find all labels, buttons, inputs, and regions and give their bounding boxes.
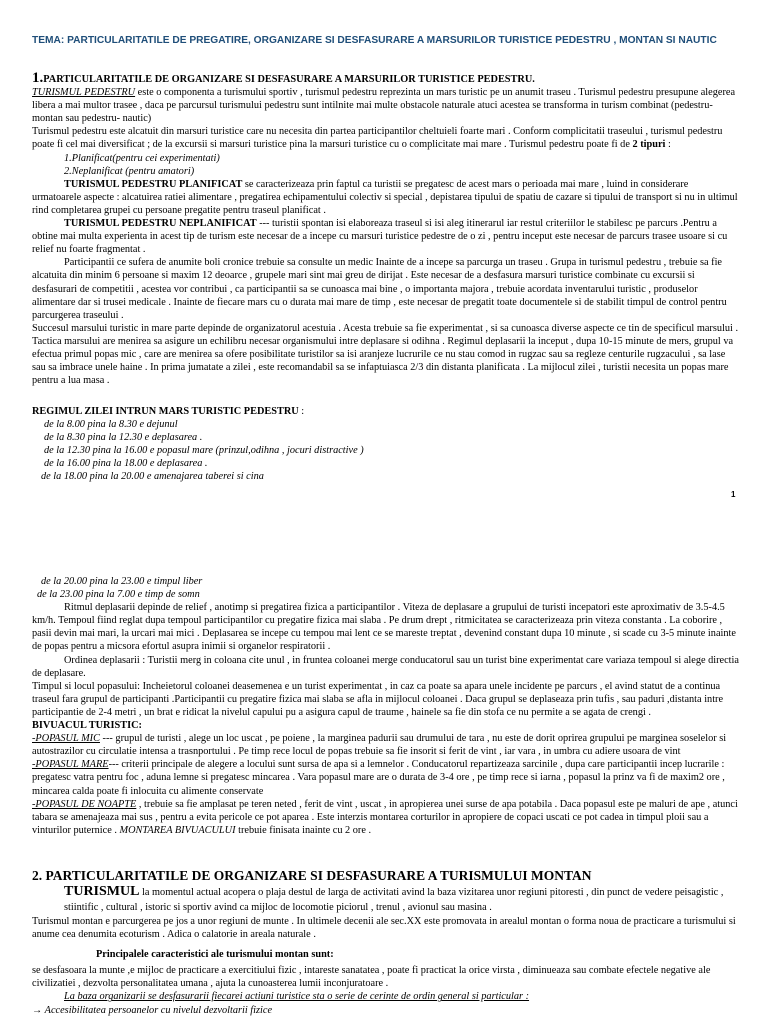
schedule-item: de la 12.30 pina la 16.00 e popasul mare (prinzul,odihna , jocuri distractive ) (44, 445, 364, 457)
term-popasul-de-noapte: -POPASUL DE NOAPTE (32, 798, 137, 810)
paragraph-text: --- turistii spontan isi elaboreaza traseul si isi aleg itinerarul iar restul criteriilor le stabilesc pe parcurs .Pentru a obtine mai multa experienta in acest tip de turism este necesar de a incepe cu marsuri turistice pedestre de o zi , pentru inceput este necesar de parcurs trasee usoare si cu relief nu foarte fragmentat . (32, 218, 728, 256)
list-item: 2.Neplanificat (pentru amatori) (64, 165, 195, 177)
term-popasul-mare: -POPASUL MARE (32, 759, 109, 771)
regime-title: REGIMUL ZILEI INTRUN MARS TURISTIC PEDESTRU (32, 406, 299, 417)
paragraph-text: , trebuie sa fie amplasat pe teren neted , ferit de vint , uscat , in apropierea unei surse de apa potabila . Daca popasul este pe maluri de ape , atunci tabara se amenajeaza mai sus , pentru a evita pericole ce pot aparea . Este interzis montarea corturilor in apropiere de copaci uscati ce pot cadea in timpul ploii sau a vinturilor puternice . (32, 798, 738, 836)
schedule-item: de la 20.00 pina la 23.00 e timpul liber (41, 576, 203, 587)
paragraph (32, 86, 740, 125)
paragraph: La baza organizarii se desfasurarii fiecarei actiuni turistice sta o serie de cerinte de ordin general si particular : (64, 991, 530, 1003)
types-count: 2 tipuri (632, 139, 666, 151)
paragraph: Succesul marsului turistic in mare parte depinde de organizatorul acestuia . Acesta trebuie sa fie experimentat , si sa cunoasca diverse aspecte ce tin de specificul marsului . Tactica marsului are menirea sa asigure un echilibru necesar organismului intre deplasare si odihna . Regimul deplasarii la inceput , dupa 10-15 minute de mers, grupul va efectua primul popas mic , care are menirea sa ofere posibilitate turistilor sa isi aranjeze lucrurile ce nu stau comod in rugzac sau sa regleze centurile rugzacului , sa lase sau sa imbrace unele haine . In prima jumatate a zilei , este recomandabil sa se infaptuiasca 2/3 din distanta planificata . La mijlocul zilei , turistii necesita un popas mare pentru a lua masa . (32, 322, 739, 387)
term-planificat: TURISMUL PEDESTRU PLANIFICAT (64, 178, 243, 190)
schedule-item: de la 16.00 pina la 18.00 e deplasarea . (44, 458, 208, 470)
schedule-item: de la 23.00 pina la 7.00 e timp de somn (37, 589, 200, 601)
paragraph (32, 798, 740, 837)
section-1-heading (32, 72, 740, 86)
section-2-heading-text: PARTICULARITATILE DE ORGANIZARE SI DESFASURARE A TURISMULUI MONTAN (42, 868, 592, 883)
paragraph-text: : (665, 139, 671, 151)
term-neplanificat: TURISMUL PEDESTRU NEPLANIFICAT (64, 218, 257, 230)
regime-colon: : (298, 406, 305, 417)
paragraph (32, 884, 740, 915)
paragraph-text: trebuie finisata inainte cu 2 ore . (235, 824, 372, 836)
bivuac-heading: BIVUACUL TURISTIC: (32, 720, 142, 732)
arrow-right-icon: → (32, 1004, 43, 1016)
term-turismul: TURISMUL (64, 884, 140, 899)
term-popasul-mic: -POPASUL MIC (32, 733, 100, 745)
paragraph (32, 217, 740, 256)
schedule-item: de la 8.30 pina la 12.30 e deplasarea . (44, 432, 203, 444)
paragraph-text: la momentul actual acopera o plaja destul de larga de activitati avind la baza vizitarea unor regiuni pitoresti , din punct de vedere peisagistic , stiintific , cultural , istoric si sportiv avind ca mijloc de locomotie piciorul , trenul , avionul sau masina . (64, 887, 724, 913)
section-2-heading (32, 868, 740, 884)
term-montarea-bivuacului: MONTAREA BIVUACULUI (119, 824, 236, 836)
paragraph: Timpul si locul popasului: Incheietorul coloanei deasemenea e un turist experimentat , in caz ca poate sa apara unele incidente pe parcurs , el avind statut de a continua traseul fara grupul de participanti .Participantii cu pregatire fizica mai slaba se afla in mijlocul coloanei . Daca grupul se deplaseaza prin tufis , sau paduri ,distanta intre participantie de 2-4 metri , un brat e ridicat la nivelul capului pu a asigura capul de traume , hainele sa fie din stofa ce nu permite a se agata de crengi . (32, 680, 724, 718)
regime-section (32, 405, 740, 484)
page-number: 1 (731, 490, 736, 499)
paragraph-text: Turismul pedestru este alcatuit din marsuri turistice care nu necesita din partea participantilor cheltuieli foarte mari . Conform complicitatii traseului , turismul pedestru poate fi cel mai diversificat ; de la excursii si marsuri turistice pina la marsuri turistice cu o complicitate mai mare . Turismul pedestru poate fi de (32, 126, 723, 151)
paragraph-text: --- criterii principale de alegere a locului sunt sursa de apa si a lemnelor . Conducatorul repartizeaza sarcinile , dupa care participantii incep lucrarile : pregatesc vatra pentru foc , aduna lemne si pregatesc mincarea . Vara popasul mare are o durata de 3-4 ore , pe timp rece si iarna , popasul la prinz va fi de maxim2 ore , mincarea calda poate fi inlocuita cu alimente conservate (32, 759, 725, 797)
section-2-number: 2. (32, 868, 43, 883)
characteristics-heading: Principalele caracteristici ale turismului montan sunt: (96, 949, 334, 961)
section-2 (32, 868, 740, 1017)
paragraph: Participantii ce sufera de anumite boli cronice trebuie sa consulte un medic Inainte de a incepe sa parcurga un traseu . Grupa in turismul pedestru , trebuie sa fie alcatuita din minim 6 persoane si maxim 12 deoarce , grupele mari sint mai greu de dirijat . Este necesar de a desfasura marsuri turistice combinate cu excursii si desfasurari de competitii , acestea vor contribui , ca participantii sa se cunoasca mai bine , o importanta majora , trebuie acordata inventarului turistic , produselor alimentare dar si trusei medicale . Inainte de fiecare mars cu o durata mai mare de timp , este necesar de pregatit toate documentele si de stabilit timpul de control pentru parcurgerea traseului . (32, 257, 727, 321)
list-item-text: Accesibilitatea persoanelor cu nivelul dezvoltarii fizice (42, 1004, 273, 1016)
paragraph-text: --- grupul de turisti , alege un loc uscat , pe poiene , la marginea padurii sau drumului de tara , nu este de dorit oprirea grupului pe marginea soselelor si autostrazilor cu circulatie intensa a trasnportului . Pe timp rece locul de popas trebuie sa fie insorit si ferit de vint , iar vara , in umbra cu adiere usoara de vint (32, 733, 727, 758)
paragraph-text: este o componenta a turismului sportiv , turismul pedestru reprezinta un mars turistic pe un anumit traseu . Turismul pedestru presupune alegerea libera a mai multor trasee , daca pe parcursul turismului pedestru sunt intilnite mai multe obstacole naturale atuci acestea se transforma in turism combinat (pedestru- montan sau pedestru- nautic) (32, 87, 736, 125)
page-2-content (32, 575, 740, 837)
paragraph (32, 125, 740, 151)
list-item: 1.Planificat(pentru cei experimentati) (64, 152, 220, 164)
document-title: TEMA: PARTICULARITATILE DE PREGATIRE, ORGANIZARE SI DESFASURARE A MARSURILOR TURISTICE PEDESTRU , MONTAN SI NAUTIC (32, 35, 717, 46)
schedule-item: de la 8.00 pina la 8.30 e dejunul (44, 419, 178, 431)
term-turismul-pedestru: TURISMUL PEDESTRU (32, 87, 136, 99)
paragraph (32, 758, 740, 797)
section-1-number: 1. (32, 70, 44, 86)
paragraph (32, 732, 740, 758)
section-1 (32, 72, 740, 387)
paragraph (32, 178, 740, 217)
paragraph: se desfasoara la munte ,e mijloc de practicare a exercitiului fizic , intareste sanatatea , poate fi practicat la orice virsta , diminueaza sau combate efectele negative ale civilizatiei , dezvolta personalitatea umana , ajuta la cunoasterea lumii inconjuratoare . (32, 965, 711, 990)
schedule-item: de la 18.00 pina la 20.00 e amenajarea taberei si cina (41, 471, 264, 483)
list-item (32, 1004, 740, 1017)
section-1-heading-text: PARTICULARITATILE DE ORGANIZARE SI DESFASURARE A MARSURILOR TURISTICE PEDESTRU. (43, 74, 535, 85)
paragraph-text: se caracterizeaza prin faptul ca turistii se pregatesc de acest mars o perioada mai mare , luind in considerare urmatoarele aspecte : alcatuirea ratiei alimentare , pregatirea echipamentului colectiv si special , depistarea tipului de spatiu de cazare si tipului de transport si nu in ultimul rind completarea grupei cu persoane pregatite pentru traseul planificat . (32, 178, 738, 216)
paragraph: Ritmul deplasarii depinde de relief , anotimp si pregatirea fizica a participantilor . Viteza de deplasare a grupului de turisti incepatori este aproximativ de 3.5-4.5 km/h. Tempoul fiind reglat dupa tempoul participantilor cu pregatire fizica mai slaba . Pe drum drept , ritmicitatea se caracterizeaza prin viteza constanta . La coborire , pasii devin mai mari, la urcari mai mici . Deplasarea se incepe cu tempou mai lent ce se mareste treptat , devenind constant dupa 10 minute , si scade cu 3-5 minute inainte de popas pentru a micsora efortul asupra inimii si organelor respiratorii . (32, 602, 736, 653)
regime-heading (32, 405, 740, 418)
paragraph: Turismul montan e parcurgerea pe jos a unor regiuni de munte . In ultimele decenii ale sec.XX este promovata in arealul montan o forma noua de practicare a turismului si anume cea denumita ecoturism . Adica o calatorie in areala naturale . (32, 916, 736, 941)
paragraph: Ordinea deplasarii : Turistii merg in coloana cite unul , in fruntea coloanei merge conducatorul sau un turist bine experimentat care variaza tempoul si alege directia de deplasare. (32, 654, 739, 679)
